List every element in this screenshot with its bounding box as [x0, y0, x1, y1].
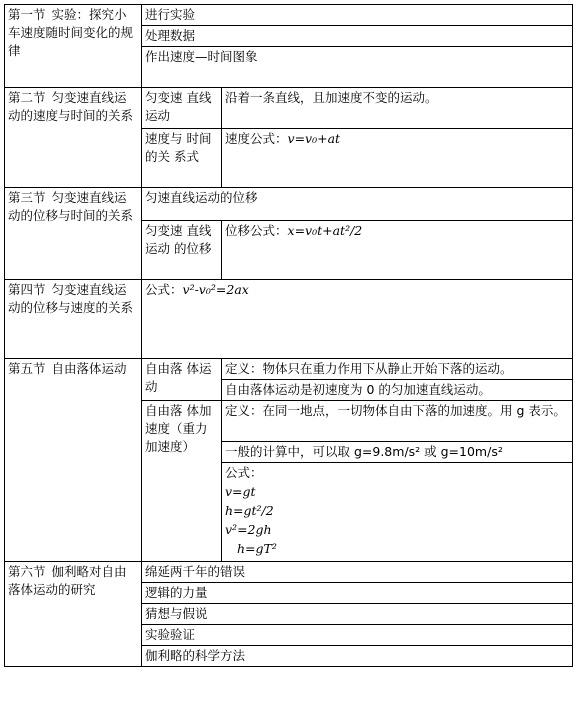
definition-text: 定义：在同一地点，一切物体自由下落的加速度。用 g 表示。 [222, 401, 573, 442]
sub-label: 自由落 体运动 [142, 359, 222, 401]
section-1-heading [5, 5, 142, 88]
formula-list-cell [222, 463, 573, 562]
section-5-row-1 [5, 359, 573, 380]
section-6-item: 逻辑的力量 [142, 583, 573, 604]
formula-prefix: 速度公式： [225, 131, 288, 146]
section-3-item: 匀速直线运动的位移 [142, 188, 573, 221]
definition-text: 一般的计算中，可以取 g=9.8m/s² 或 g=10m/s² [222, 442, 573, 463]
section-title: 伽利略对自由落体运动的研究 [8, 564, 127, 597]
formula: v²-v₀²=2ax [182, 282, 249, 297]
section-1-item: 处理数据 [142, 26, 573, 47]
section-5-heading [5, 359, 142, 562]
section-4-heading [5, 280, 142, 359]
formula-cell [142, 280, 573, 359]
section-6-heading [5, 562, 142, 667]
formula: v=gt [225, 484, 256, 499]
formula: v=v₀+at [287, 131, 341, 146]
section-number: 第一节 [8, 7, 46, 22]
section-3-heading [5, 188, 142, 280]
formula: v²=2gh [225, 522, 272, 537]
section-4-row [5, 280, 573, 359]
section-1-item: 作出速度—时间图象 [142, 47, 573, 88]
formula: x=v₀t+at²/2 [287, 223, 363, 238]
section-2-heading [5, 88, 142, 188]
sub-label: 自由落 体加速度（重力加速度） [142, 401, 222, 562]
section-title: 自由落体运动 [51, 361, 127, 376]
formula-cell [222, 221, 573, 280]
section-number: 第五节 [8, 361, 46, 376]
section-1-item: 进行实验 [142, 5, 573, 26]
formula-prefix: 公式： [145, 282, 183, 297]
section-number: 第三节 [8, 190, 46, 205]
formula: h=gT² [237, 541, 277, 556]
section-3-row-1 [5, 188, 573, 221]
formula-cell [222, 129, 573, 188]
section-6-item: 实验验证 [142, 625, 573, 646]
section-title: 匀变速直线运动的速度与时间的关系 [8, 90, 134, 123]
section-number: 第二节 [8, 90, 46, 105]
section-title: 匀变速直线运动的位移与速度的关系 [8, 282, 134, 315]
formula-title: 公式： [225, 465, 263, 480]
definition-text: 自由落体运动是初速度为 0 的匀加速直线运动。 [222, 380, 573, 401]
section-title: 实验：探究小车速度随时间变化的规律 [8, 7, 134, 58]
chapter-outline-table [4, 4, 573, 667]
section-number: 第四节 [8, 282, 46, 297]
section-2-row-1 [5, 88, 573, 129]
sub-label: 速度与 时间的关 系式 [142, 129, 222, 188]
section-title: 匀变速直线运动的位移与时间的关系 [8, 190, 134, 223]
section-6-row-1 [5, 562, 573, 583]
section-6-item: 伽利略的科学方法 [142, 646, 573, 667]
formula: h=gt²/2 [225, 503, 274, 518]
section-1-row-1 [5, 5, 573, 26]
sub-label: 匀变速 直线运动 的位移 [142, 221, 222, 280]
section-6-item: 猜想与假说 [142, 604, 573, 625]
section-number: 第六节 [8, 564, 46, 579]
formula-prefix: 位移公式： [225, 223, 288, 238]
sub-label: 匀变速 直线运动 [142, 88, 222, 129]
section-6-item: 绵延两千年的错误 [142, 562, 573, 583]
definition-text: 定义：物体只在重力作用下从静止开始下落的运动。 [222, 359, 573, 380]
definition-text: 沿着一条直线，且加速度不变的运动。 [222, 88, 573, 129]
